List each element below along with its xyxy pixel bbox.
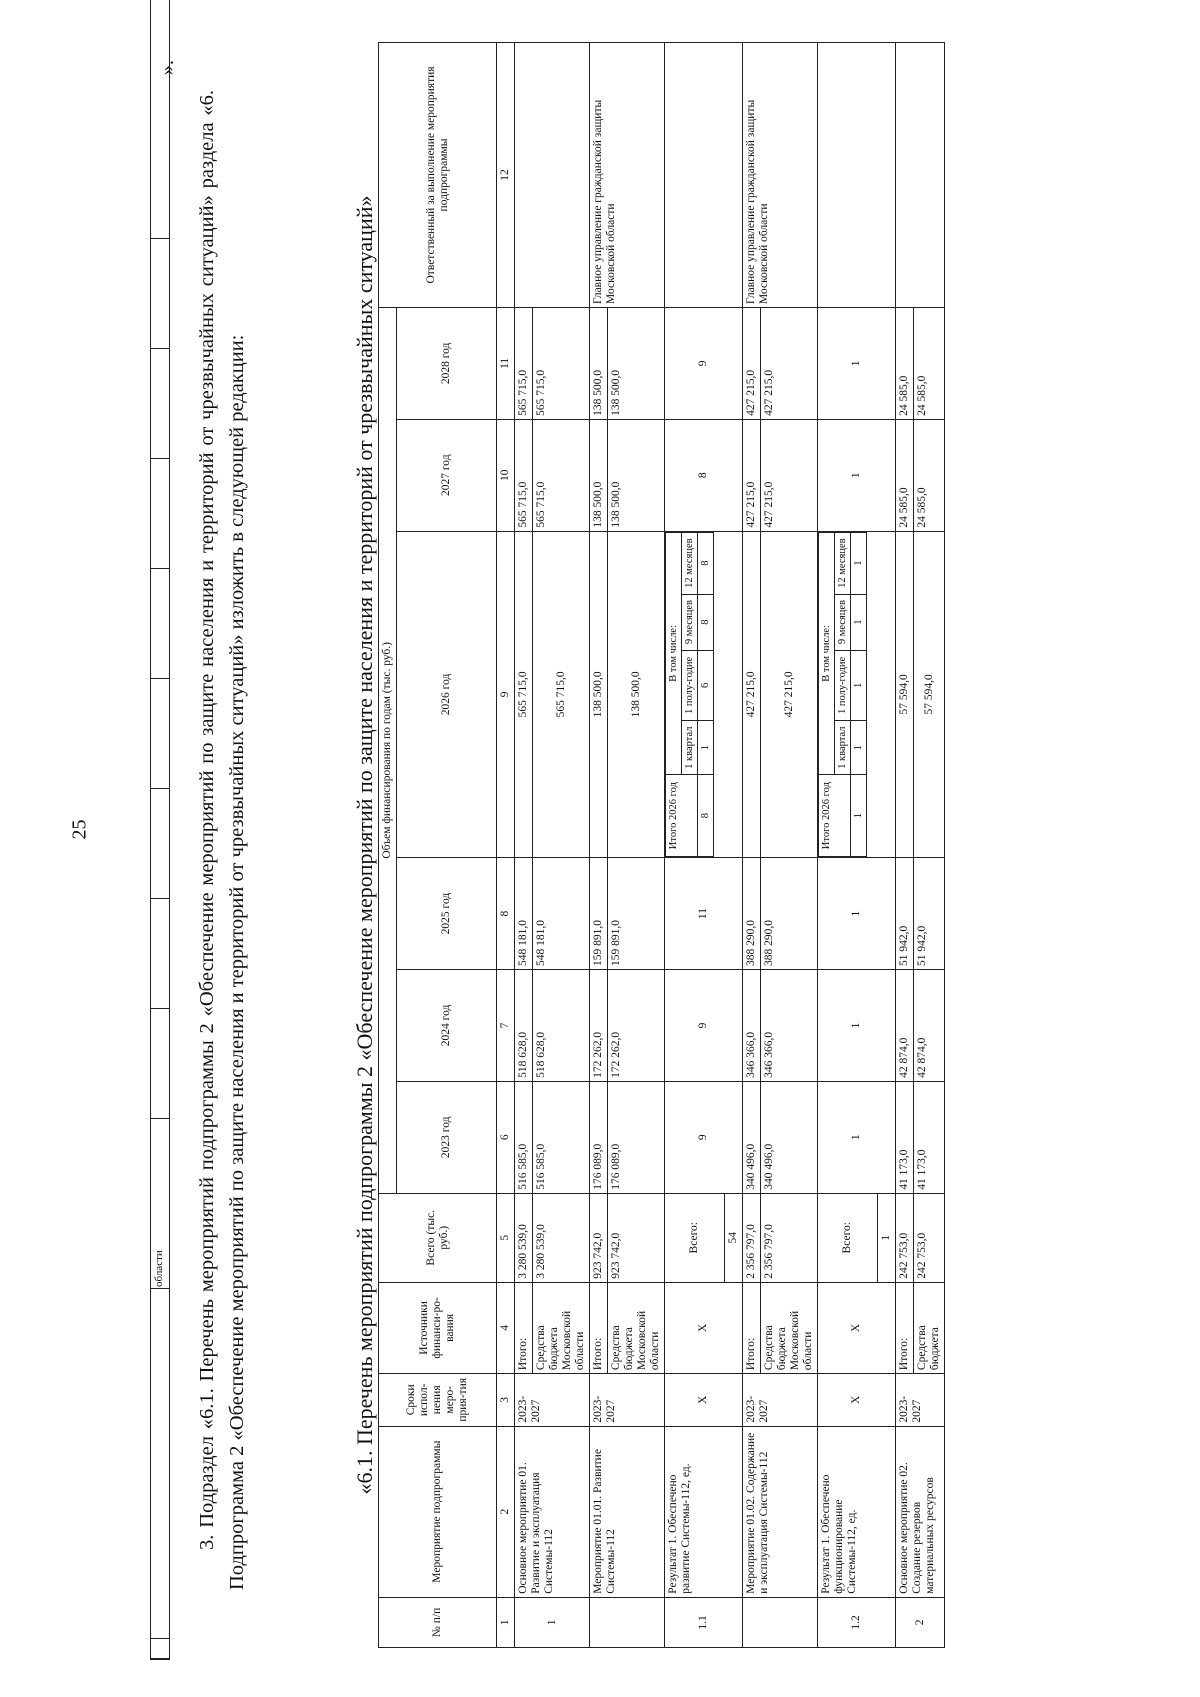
- row-event: Основное мероприятие 01. Развитие и эксплуатация Системы-112: [515, 1426, 590, 1597]
- itogo-label: Итого 2026 год: [819, 775, 851, 857]
- m12-label: 12 месяцев: [682, 532, 698, 594]
- m9-label: 9 месяцев: [682, 594, 698, 650]
- row-2024: 172 262,0: [608, 970, 665, 1082]
- row-source-total: Итого:: [590, 1282, 608, 1373]
- itogo-label: Итого 2026 год: [666, 775, 698, 857]
- q1-value: 1: [851, 721, 867, 775]
- row-2026: 427 215,0: [761, 531, 818, 857]
- row-2023: 176 089,0: [608, 1081, 665, 1193]
- row-2028: 138 500,0: [608, 307, 665, 419]
- col-num: 8: [497, 858, 515, 970]
- section-subtitle: «6.1. Перечень мероприятий подпрограммы 2 «Обеспечение мероприятий по защите населения и территорий от чрезвычайных ситуаций»: [352, 195, 377, 1495]
- row-2027: 565 715,0: [515, 419, 533, 531]
- row-2024: 9: [665, 970, 743, 1082]
- row-responsible: [665, 43, 743, 308]
- row-2027: 138 500,0: [590, 419, 608, 531]
- row-2023: 1: [818, 1081, 896, 1193]
- row-total: 242 753,0: [914, 1193, 945, 1282]
- table-row: [665, 43, 725, 1648]
- row-responsible: Главное управление гражданской защиты Московской области: [743, 43, 818, 308]
- row-2028: 9: [665, 307, 743, 419]
- row-responsible: [896, 43, 945, 308]
- row-num: 1.2: [818, 1597, 896, 1647]
- top-table-strip: [150, 0, 170, 1660]
- q1-label: 1 квартал: [682, 721, 698, 775]
- row-2025: 51 942,0: [896, 858, 914, 970]
- m9-value: 1: [851, 594, 867, 650]
- header-volume: Объем финансирования по годам (тыс. руб.): [379, 307, 397, 1193]
- row-2026: 565 715,0: [515, 531, 533, 857]
- row-2028: 565 715,0: [533, 307, 590, 419]
- row-event: Мероприятие 01.02. Содержание и эксплуатация Системы-112: [743, 1426, 818, 1597]
- row-source-budget: Средства бюджета Московской области: [761, 1282, 818, 1373]
- row-2024: 346 366,0: [743, 970, 761, 1082]
- col-num: 7: [497, 970, 515, 1082]
- row-source-total: Итого:: [743, 1282, 761, 1373]
- col-num: 11: [497, 307, 515, 419]
- row-2025: 159 891,0: [590, 858, 608, 970]
- row-2026: 57 594,0: [914, 531, 945, 857]
- row-2028: 427 215,0: [743, 307, 761, 419]
- h1-value: 1: [851, 650, 867, 721]
- row-2023: 516 585,0: [533, 1081, 590, 1193]
- in-that-label: В том числе:: [819, 532, 835, 774]
- row-2023: 516 585,0: [515, 1081, 533, 1193]
- col-num: 9: [497, 531, 515, 857]
- row-event: Результат 1. Обеспечено развитие Системы-112, ед.: [665, 1426, 743, 1597]
- row-source-budget: Средства бюджета Московской области: [533, 1282, 590, 1373]
- row-terms: 2023-2027: [896, 1374, 945, 1427]
- row-source-total: Итого:: [515, 1282, 533, 1373]
- row-2026-breakdown: [665, 531, 743, 857]
- q1-value: 1: [698, 721, 714, 775]
- table-row: [818, 43, 878, 1648]
- row-num: [590, 1597, 665, 1647]
- row-num: 1: [515, 1597, 590, 1647]
- in-that-label: В том числе:: [666, 532, 682, 774]
- row-2026-breakdown: [818, 531, 896, 857]
- row-2024: 518 628,0: [515, 970, 533, 1082]
- h1-label: 1 полу-годие: [682, 650, 698, 721]
- strip-label: области: [153, 1250, 165, 1287]
- itogo-value: 8: [698, 775, 714, 857]
- row-event: Основное мероприятие 02. Создание резервов материальных ресурсов: [896, 1426, 945, 1597]
- row-2026: 138 500,0: [590, 531, 608, 857]
- row-2025: 388 290,0: [761, 858, 818, 970]
- row-2028: 565 715,0: [515, 307, 533, 419]
- row-responsible: [515, 43, 590, 308]
- row-2028: 24 585,0: [896, 307, 914, 419]
- col-num: 10: [497, 419, 515, 531]
- row-source: X: [665, 1282, 743, 1373]
- row-total-label: Всего:: [665, 1193, 725, 1282]
- row-2024: 42 874,0: [914, 970, 945, 1082]
- row-source: X: [818, 1282, 896, 1373]
- row-terms: 2023-2027: [515, 1374, 590, 1427]
- col-num: 3: [497, 1374, 515, 1427]
- header-2024: 2024 год: [397, 970, 497, 1082]
- row-num: 1.1: [665, 1597, 743, 1647]
- row-terms: 2023-2027: [743, 1374, 818, 1427]
- row-2023: 41 173,0: [914, 1081, 945, 1193]
- header-terms: Сроки испол-нения меро-прия-тия: [379, 1374, 497, 1427]
- table-row: [515, 43, 533, 1648]
- page-number: 25: [68, 819, 91, 840]
- row-2027: 1: [818, 419, 896, 531]
- row-2028: 427 215,0: [761, 307, 818, 419]
- row-2023: 41 173,0: [896, 1081, 914, 1193]
- table-row: [743, 43, 761, 1648]
- row-2023: 340 496,0: [743, 1081, 761, 1193]
- amendment-paragraph: 3. Подраздел «6.1. Перечень мероприятий подпрограммы 2 «Обеспечение мероприятий по защите населения и территорий от чрезвычайных ситуаций» раздела «6. Подпрограмма 2 «Обеспечение мероприятий по защите населения и территорий от чрезвычайных ситуаций» изложить в следующей редакции:: [196, 90, 248, 1590]
- row-total: 54: [725, 1193, 743, 1282]
- row-terms: X: [818, 1374, 896, 1427]
- row-2027: 24 585,0: [914, 419, 945, 531]
- col-num: 4: [497, 1282, 515, 1373]
- row-2024: 518 628,0: [533, 970, 590, 1082]
- row-source-total: Итого:: [896, 1282, 914, 1373]
- row-total: 2 356 797,0: [761, 1193, 818, 1282]
- itogo-value: 1: [851, 775, 867, 857]
- header-event: Мероприятие подпрограммы: [379, 1426, 497, 1597]
- row-2026: 138 500,0: [608, 531, 665, 857]
- col-num: 1: [497, 1597, 515, 1647]
- row-total: 2 356 797,0: [743, 1193, 761, 1282]
- row-source-budget: Средства бюджета: [914, 1282, 945, 1373]
- row-2023: 176 089,0: [590, 1081, 608, 1193]
- col-num: 5: [497, 1193, 515, 1282]
- row-responsible: Главное управление гражданской защиты Московской области: [590, 43, 665, 308]
- row-2027: 427 215,0: [743, 419, 761, 531]
- row-2027: 138 500,0: [608, 419, 665, 531]
- row-total: 3 280 539,0: [515, 1193, 533, 1282]
- row-2027: 427 215,0: [761, 419, 818, 531]
- row-2028: 138 500,0: [590, 307, 608, 419]
- row-2027: 24 585,0: [896, 419, 914, 531]
- row-2027: 565 715,0: [533, 419, 590, 531]
- row-responsible: [818, 43, 896, 308]
- m12-value: 1: [851, 532, 867, 594]
- closing-quote-mark: ».: [156, 60, 178, 76]
- row-event: Мероприятие 01.01. Развитие Системы-112: [590, 1426, 665, 1597]
- row-2025: 388 290,0: [743, 858, 761, 970]
- row-event: Результат 1. Обеспечено функционирование Системы-112, ед.: [818, 1426, 896, 1597]
- row-2027: 8: [665, 419, 743, 531]
- row-num: [743, 1597, 818, 1647]
- header-2027: 2027 год: [397, 419, 497, 531]
- table-row: [590, 43, 608, 1648]
- measures-table: [378, 42, 945, 1648]
- row-2028: 24 585,0: [914, 307, 945, 419]
- col-num: 6: [497, 1081, 515, 1193]
- row-2025: 51 942,0: [914, 858, 945, 970]
- row-2024: 42 874,0: [896, 970, 914, 1082]
- row-total: 1: [878, 1193, 896, 1282]
- row-2024: 172 262,0: [590, 970, 608, 1082]
- row-num: 2: [896, 1597, 945, 1647]
- m12-label: 12 месяцев: [835, 532, 851, 594]
- row-source-budget: Средства бюджета Московской области: [608, 1282, 665, 1373]
- row-2028: 1: [818, 307, 896, 419]
- row-2025: 1: [818, 858, 896, 970]
- row-2024: 346 366,0: [761, 970, 818, 1082]
- row-2026: 427 215,0: [743, 531, 761, 857]
- row-2023: 340 496,0: [761, 1081, 818, 1193]
- header-2025: 2025 год: [397, 858, 497, 970]
- row-total-label: Всего:: [818, 1193, 878, 1282]
- row-2026: 565 715,0: [533, 531, 590, 857]
- row-total: 923 742,0: [608, 1193, 665, 1282]
- row-terms: 2023-2027: [590, 1374, 665, 1427]
- row-2026: 57 594,0: [896, 531, 914, 857]
- row-2025: 548 181,0: [515, 858, 533, 970]
- header-responsible: Ответственный за выполнение мероприятия подпрограммы: [379, 43, 497, 308]
- m9-label: 9 месяцев: [835, 594, 851, 650]
- header-total: Всего (тыс. руб.): [379, 1193, 497, 1282]
- header-2023: 2023 год: [397, 1081, 497, 1193]
- col-num: 12: [497, 43, 515, 308]
- header-num: № п/п: [379, 1597, 497, 1647]
- h1-value: 6: [698, 650, 714, 721]
- m9-value: 8: [698, 594, 714, 650]
- q1-label: 1 квартал: [835, 721, 851, 775]
- row-2025: 548 181,0: [533, 858, 590, 970]
- row-2023: 9: [665, 1081, 743, 1193]
- row-2025: 11: [665, 858, 743, 970]
- header-2028: 2028 год: [397, 307, 497, 419]
- col-num: 2: [497, 1426, 515, 1597]
- row-total: 3 280 539,0: [533, 1193, 590, 1282]
- row-terms: X: [665, 1374, 743, 1427]
- row-2024: 1: [818, 970, 896, 1082]
- row-total: 923 742,0: [590, 1193, 608, 1282]
- h1-label: 1 полу-годие: [835, 650, 851, 721]
- row-2025: 159 891,0: [608, 858, 665, 970]
- table-row: [896, 43, 914, 1648]
- header-2026: 2026 год: [397, 531, 497, 857]
- m12-value: 8: [698, 532, 714, 594]
- row-total: 242 753,0: [896, 1193, 914, 1282]
- column-number-row: [497, 43, 515, 1648]
- header-sources: Источники финанси-ро-вания: [379, 1282, 497, 1373]
